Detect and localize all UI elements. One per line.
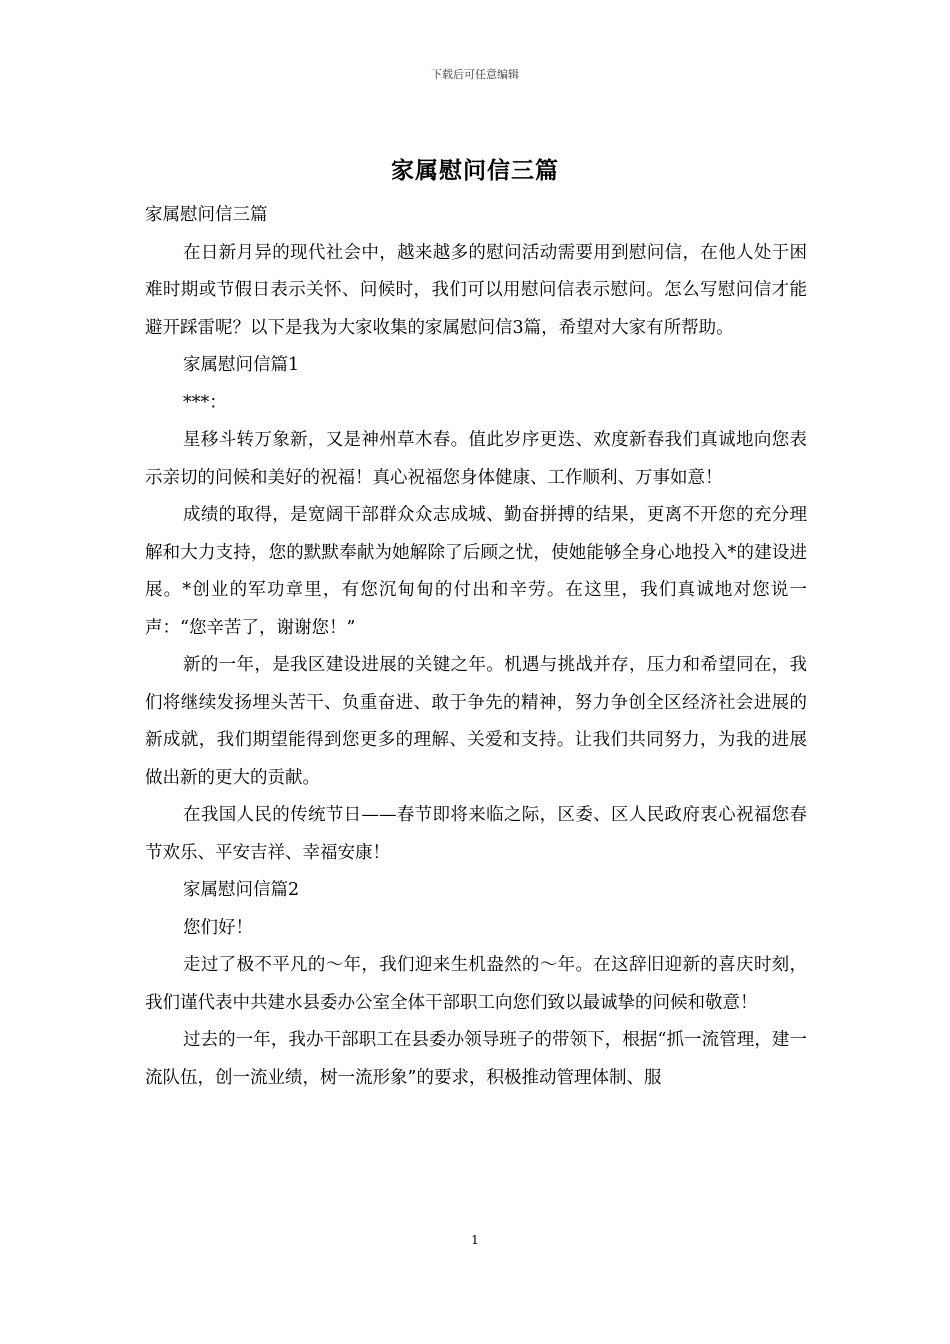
paragraph: 星移斗转万象新，又是神州草木春。值此岁序更迭、欢度新春我们真诚地向您表示亲切的问候和美好的祝福！真心祝福您身体健康、工作顺利、万事如意！ xyxy=(145,430,807,488)
paragraph: 在我国人民的传统节日——春节即将来临之际，区委、区人民政府衷心祝福您春节欢乐、平安吉祥、幸福安康！ xyxy=(145,805,807,863)
document-body xyxy=(145,197,807,1097)
page-number: 1 xyxy=(471,1233,479,1247)
paragraph: 在日新月异的现代社会中，越来越多的慰问活动需要用到慰问信，在他人处于困难时期或节假日表示关怀、问候时，我们可以用慰问信表示慰问。怎么写慰问信才能避开踩雷呢？以下是我为大家收集的家属慰问信3篇，希望对大家有所帮助。 xyxy=(145,242,807,338)
paragraph: 过去的一年，我办干部职工在县委办领导班子的带领下，根据“抓一流管理，建一流队伍，创一流业绩，树一流形象”的要求，积极推动管理体制、服 xyxy=(145,1030,807,1088)
document-title: 家属慰问信三篇 xyxy=(391,157,559,184)
section-heading: 家属慰问信篇2 xyxy=(183,880,300,900)
salutation: 您们好！ xyxy=(183,917,253,938)
paragraph: 家属慰问信三篇 xyxy=(145,205,268,225)
paragraph: 成绩的取得，是宽阔干部群众众志成城、勤奋拼搏的结果，更离不开您的充分理解和大力支持，您的默默奉献为她解除了后顾之忧，使她能够全身心地投入*的建设进展。*创业的军功章里，有您沉甸甸的付出和辛劳。在这里，我们真诚地对您说一声：“您辛苦了，谢谢您！” xyxy=(145,505,807,638)
page-header: 下载后可任意编辑 xyxy=(431,68,519,81)
paragraph: 新的一年，是我区建设进展的关键之年。机遇与挑战并存，压力和希望同在，我们将继续发扬埋头苦干、负重奋进、敢于争先的精神，努力争创全区经济社会进展的新成就，我们期望能得到您更多的理解、关爱和支持。让我们共同努力，为我的进展做出新的更大的贡献。 xyxy=(145,655,807,788)
salutation: ***： xyxy=(183,392,227,413)
paragraph: 走过了极不平凡的～年，我们迎来生机盎然的～年。在这辞旧迎新的喜庆时刻，我们谨代表中共建水县委办公室全体干部职工向您们致以最诚挚的问候和敬意！ xyxy=(145,955,807,1013)
section-heading: 家属慰问信篇1 xyxy=(183,355,300,375)
